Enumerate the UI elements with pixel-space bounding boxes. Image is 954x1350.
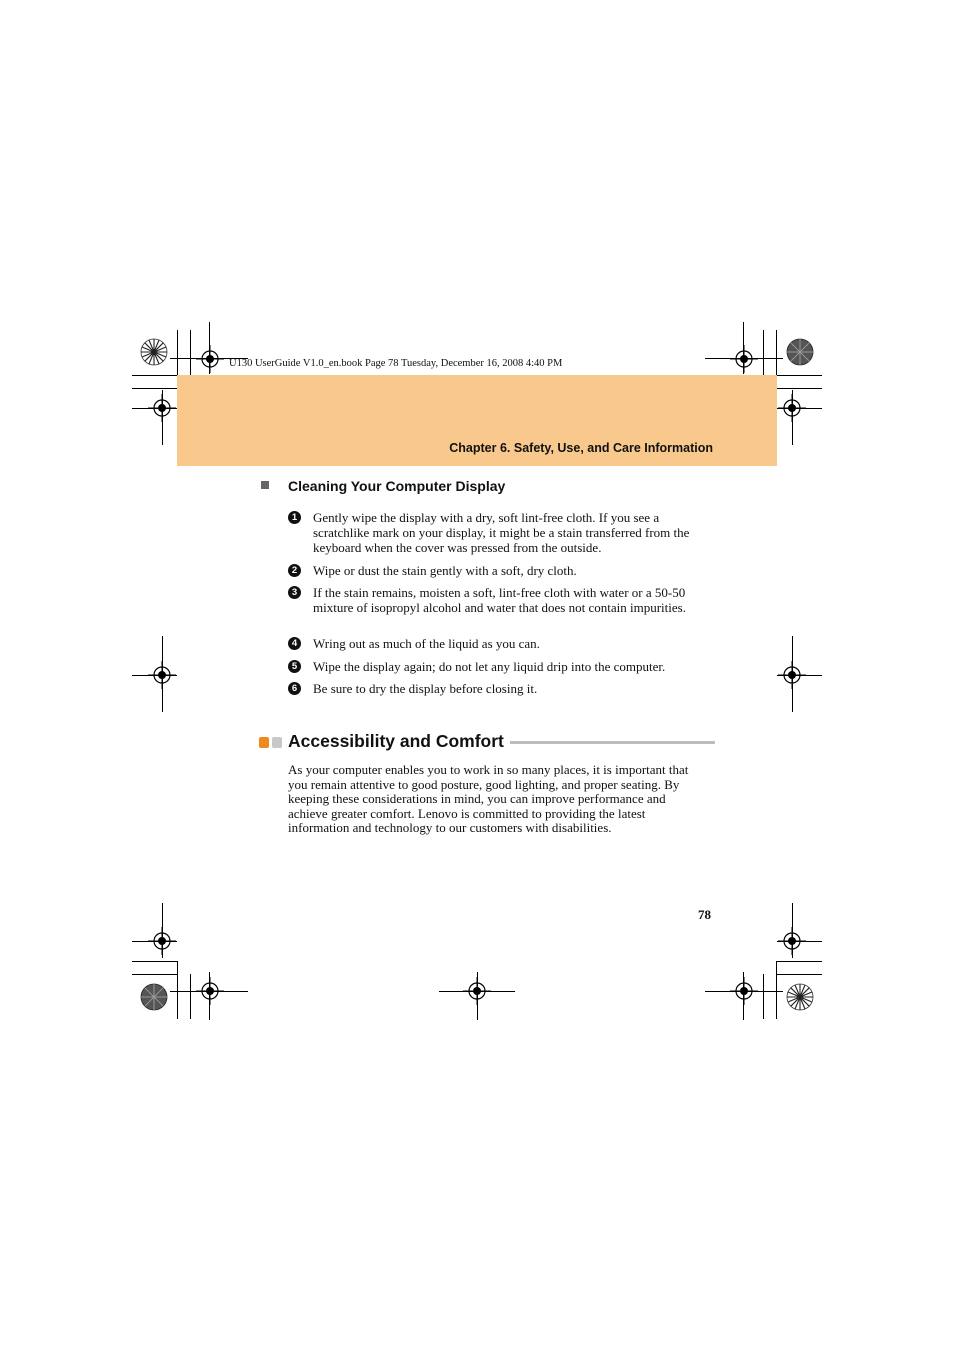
section-heading-cleaning: Cleaning Your Computer Display — [288, 478, 506, 494]
step-item — [288, 636, 718, 651]
chapter-title: Chapter 6. Safety, Use, and Care Information — [449, 441, 713, 455]
step-number-badge: 1 — [288, 511, 301, 524]
heading-accent-square-icon — [259, 737, 269, 748]
step-number-badge: 2 — [288, 564, 301, 577]
accessibility-paragraph: As your computer enables you to work in so many places, it is important that you remain attentive to good posture, good lighting, and proper seating. By keeping these considerations in mind, you can improve performance and achieve greater comfort. Lenovo is committed to providing the latest information and technology to our customers with disabilities. — [288, 762, 689, 835]
starburst-mark-bottom-left — [140, 983, 168, 1016]
heading-gray-square-icon — [272, 737, 282, 748]
step-text: If the stain remains, moisten a soft, lint-free cloth with water or a 50-50 mixture of isopropyl alcohol and water that does not contain impurities. — [313, 585, 686, 615]
step-item — [288, 659, 718, 674]
page-number: 78 — [698, 907, 711, 922]
step-number-badge: 4 — [288, 637, 301, 650]
step-text: Be sure to dry the display before closing it. — [313, 681, 538, 696]
step-item — [288, 681, 718, 696]
step-text: Gently wipe the display with a dry, soft lint-free cloth. If you see a scratchlike mark on your display, it might be a stain transferred from the keyboard when the cover was pressed from the outside. — [313, 510, 690, 555]
starburst-mark-top-right — [786, 338, 814, 371]
step-item — [288, 563, 718, 578]
step-text: Wipe the display again; do not let any liquid drip into the computer. — [313, 659, 666, 674]
step-text: Wring out as much of the liquid as you can. — [313, 636, 540, 651]
step-item — [288, 510, 718, 555]
starburst-mark-top-left — [140, 338, 168, 371]
step-number-badge: 3 — [288, 586, 301, 599]
step-text: Wipe or dust the stain gently with a soft, dry cloth. — [313, 563, 577, 578]
book-info-line: U130 UserGuide V1.0_en.book Page 78 Tuesday, December 16, 2008 4:40 PM — [229, 358, 563, 369]
step-item — [288, 585, 718, 615]
registration-mark-top-right — [730, 345, 758, 373]
heading-rule — [510, 741, 715, 744]
section-heading-accessibility: Accessibility and Comfort — [288, 731, 504, 751]
starburst-mark-bottom-right — [786, 983, 814, 1016]
section-bullet-icon — [261, 481, 269, 489]
registration-mark-top-left — [196, 345, 224, 373]
step-number-badge: 6 — [288, 682, 301, 695]
step-number-badge: 5 — [288, 660, 301, 673]
